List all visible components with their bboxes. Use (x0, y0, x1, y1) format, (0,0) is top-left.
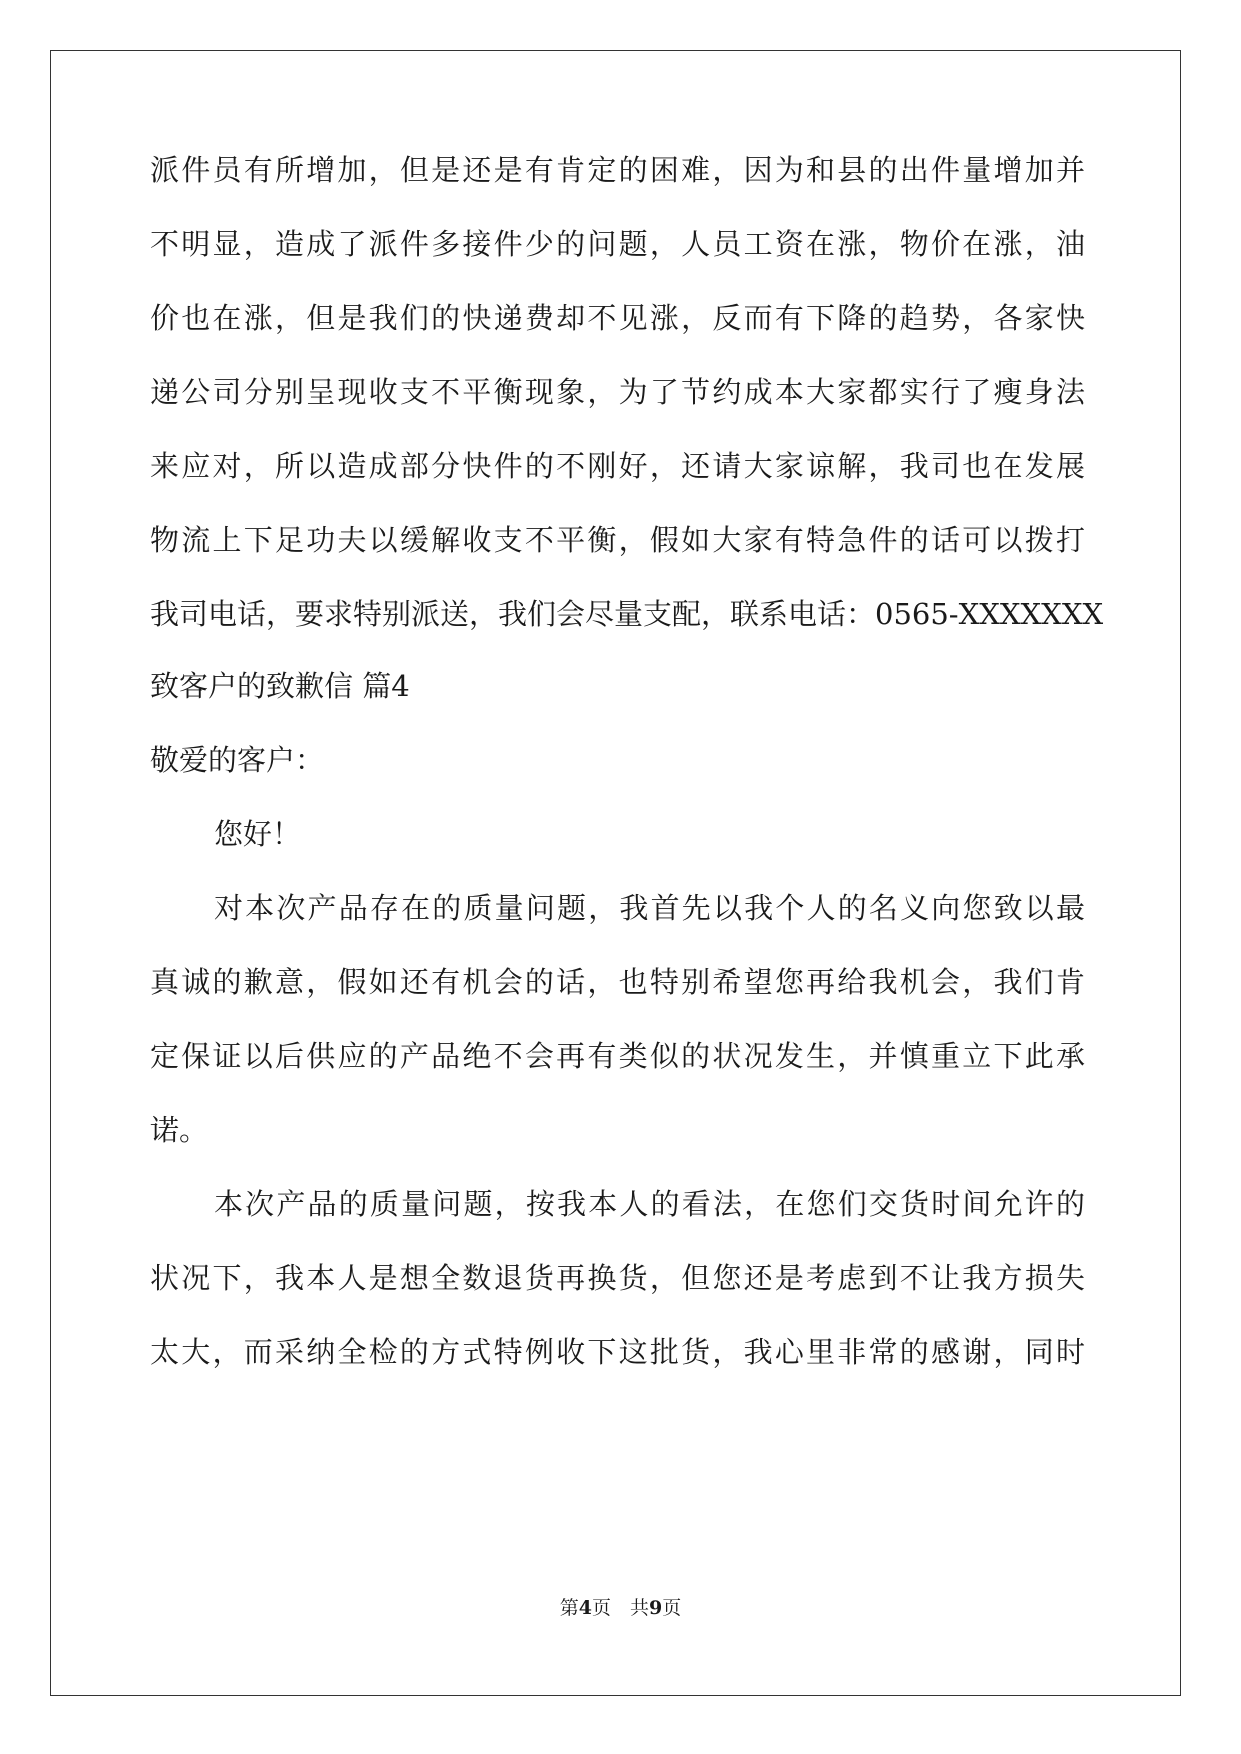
body-line-5: 来应对，所以造成部分快件的不刚好，还请大家谅解，我司也在发展 (150, 449, 1085, 483)
paragraph1-line-2: 真诚的歉意，假如还有机会的话，也特别希望您再给我机会，我们肯 (150, 965, 1085, 999)
body-line-2: 不明显，造成了派件多接件少的问题，人员工资在涨，物价在涨，油 (150, 227, 1085, 261)
paragraph2-line-2: 状况下，我本人是想全数退货再换货，但您还是考虑到不让我方损失 (150, 1261, 1085, 1295)
body-line-1: 派件员有所增加，但是还是有肯定的困难，因为和县的出件量增加并 (150, 153, 1085, 187)
current-page-number: 4 (578, 1597, 592, 1619)
body-line-7: 我司电话，要求特别派送，我们会尽量支配，联系电话：0565-XXXXXXX (150, 597, 1104, 631)
paragraph2-line-3: 太大，而采纳全检的方式特例收下这批货，我心里非常的感谢，同时 (150, 1335, 1085, 1369)
paragraph2-line-1: 本次产品的质量问题，按我本人的看法，在您们交货时间允许的 (214, 1187, 1085, 1221)
section-title: 致客户的致歉信 篇4 (150, 669, 410, 703)
page-footer (0, 1596, 1241, 1620)
footer-middle: 页 共 (591, 1597, 649, 1619)
footer-prefix: 第 (559, 1597, 579, 1619)
greeting: 您好！ (214, 817, 302, 851)
salutation: 敬爱的客户： (150, 743, 325, 777)
body-line-6: 物流上下足功夫以缓解收支不平衡，假如大家有特急件的话可以拨打 (150, 523, 1085, 557)
body-line-4: 递公司分别呈现收支不平衡现象，为了节约成本大家都实行了瘦身法 (150, 375, 1085, 409)
paragraph1-line-3: 定保证以后供应的产品绝不会再有类似的状况发生，并慎重立下此承 (150, 1039, 1085, 1073)
page-border (50, 50, 1181, 1696)
paragraph1-line-1: 对本次产品存在的质量问题，我首先以我个人的名义向您致以最 (214, 891, 1085, 925)
paragraph1-line-4: 诺。 (150, 1113, 209, 1147)
total-pages-number: 9 (649, 1597, 663, 1619)
body-line-3: 价也在涨，但是我们的快递费却不见涨，反而有下降的趋势，各家快 (150, 301, 1085, 335)
footer-suffix: 页 (662, 1597, 682, 1619)
